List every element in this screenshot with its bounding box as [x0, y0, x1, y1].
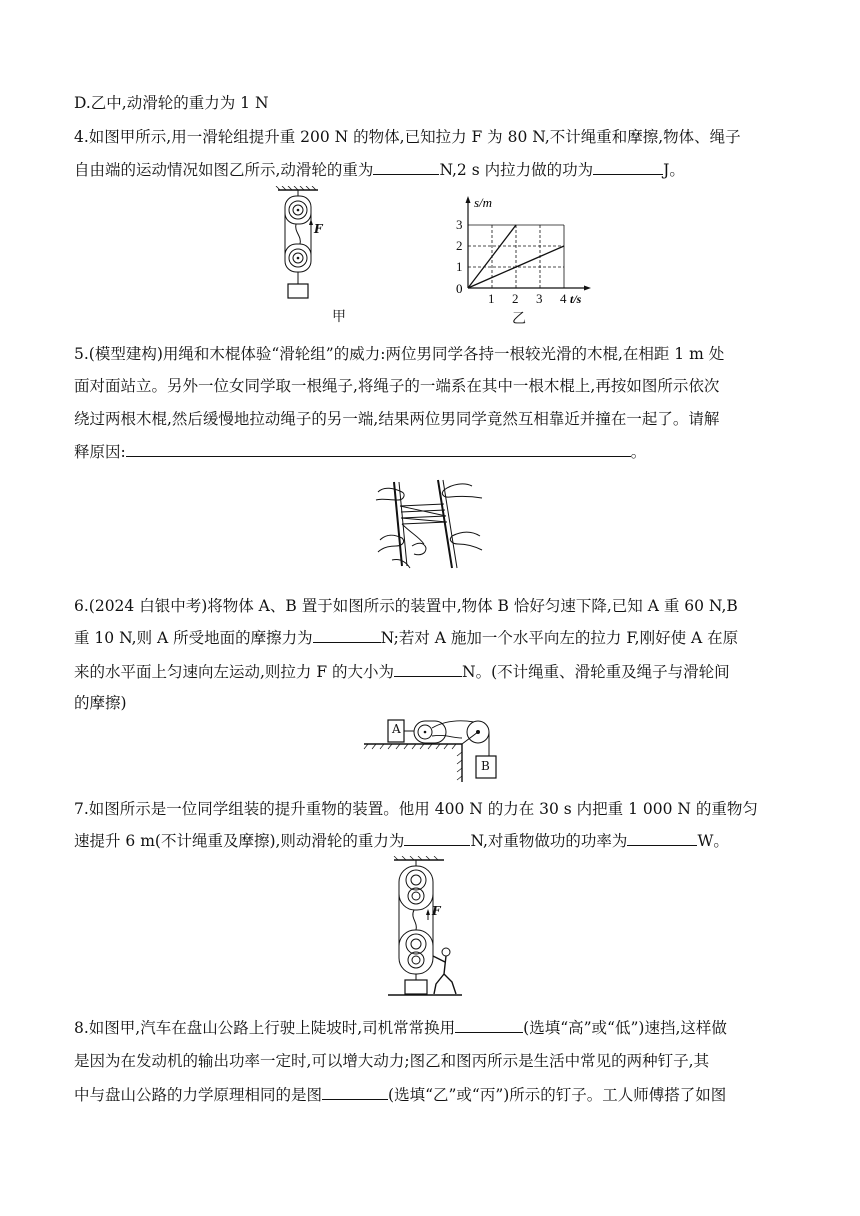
q7-text-part-a: 速提升 6 m(不计绳重及摩擦),则动滑轮的重力为: [74, 832, 405, 850]
x-tick-label: 2: [512, 291, 519, 305]
q7-pulley-figure: [388, 856, 468, 1000]
y-axis-label: s/m: [474, 195, 493, 210]
q7-blank-power[interactable]: [627, 830, 697, 846]
q5-blank-reason[interactable]: [126, 441, 631, 457]
y-axis-arrow: [466, 196, 471, 203]
q5-text-part-a: 释原因:: [74, 443, 126, 461]
q6-blank-force[interactable]: [394, 661, 462, 677]
q6-text-line1: 6.(2024 白银中考)将物体 A、B 置于如图所示的装置中,物体 B 恰好匀速下降,已知 A 重 60 N,B: [74, 597, 738, 615]
q7-text-part-c: W。: [697, 832, 729, 850]
q4-force-label: F: [314, 222, 323, 236]
q6-pulley-figure: [362, 712, 502, 784]
q4-figure-jia-caption: 甲: [332, 309, 346, 325]
q7-force-label: F: [432, 904, 441, 918]
q6-text-line4: 的摩擦): [74, 694, 127, 712]
q4-st-chart: [448, 193, 593, 305]
x-tick-label: 1: [488, 291, 495, 305]
x-axis-arrow: [584, 286, 591, 291]
q4-text-part-c: J。: [663, 161, 685, 179]
q6-text-line3: [74, 661, 730, 683]
x-axis-label: t/s: [570, 292, 582, 305]
q6-label-a: A: [392, 722, 401, 736]
q4-figure-yi-caption: 乙: [512, 311, 526, 327]
y-tick-label: 1: [456, 259, 463, 274]
q8-text-part-b: (选填“高”或“低”)速挡,这样做: [523, 1019, 727, 1037]
q8-blank-gear[interactable]: [455, 1017, 523, 1033]
x-tick-label: 3: [536, 291, 543, 305]
q6-label-b: B: [481, 759, 490, 773]
q4-text-line1: 4.如图甲所示,用一滑轮组提升重 200 N 的物体,已知拉力 F 为 80 N,不计绳重和摩擦,物体、绳子: [74, 128, 741, 146]
q6-text-part-c: 来的水平面上匀速向左运动,则拉力 F 的大小为: [74, 663, 395, 681]
q5-text-line2: 面对面站立。另外一位女同学取一根绳子,将绳子的一端系在其中一根木棍上,再按如图所示依次: [74, 377, 720, 395]
q6-blank-friction[interactable]: [313, 627, 381, 643]
q6-text-part-a: 重 10 N,则 A 所受地面的摩擦力为: [74, 629, 313, 647]
q6-text-line2: [74, 627, 738, 649]
q7-blank-pulley-weight[interactable]: [404, 830, 470, 846]
q7-text-line2: [74, 830, 729, 852]
origin-label: 0: [456, 281, 463, 296]
q8-text-line2: 是因为在发动机的输出功率一定时,可以增大动力;图乙和图丙所示是生活中常见的两种钉子,其: [74, 1052, 710, 1070]
q7-text-line1: 7.如图所示是一位同学组装的提升重物的装置。他用 400 N 的力在 30 s 内把重 1 000 N 的重物匀: [74, 800, 758, 818]
q5-text-part-b: 。: [630, 443, 647, 461]
q6-text-part-d: N。(不计绳重、滑轮重及绳子与滑轮间: [462, 663, 730, 681]
q8-text-line1: [74, 1017, 727, 1039]
q8-text-line3: [74, 1084, 726, 1106]
q4-pulley-figure: [270, 186, 330, 304]
q5-sticks-figure: [372, 478, 488, 570]
q5-text-line4: [74, 441, 646, 463]
q5-text-line1: 5.(模型建构)用绳和木棍体验“滑轮组”的威力:两位男同学各持一根较光滑的木棍,在相距 1 m 处: [74, 345, 725, 363]
q8-text-part-d: (选填“乙”或“丙”)所示的钉子。工人师傅搭了如图: [388, 1086, 727, 1104]
q8-blank-nail[interactable]: [322, 1084, 388, 1100]
q4-text-part-a: 自由端的运动情况如图乙所示,动滑轮的重为: [74, 161, 374, 179]
q4-blank-pulley-weight[interactable]: [373, 159, 439, 175]
q6-text-part-b: N;若对 A 施加一个水平向左的拉力 F,刚好使 A 在原: [380, 629, 739, 647]
y-tick-label: 3: [456, 217, 463, 232]
x-tick-label: 4: [560, 291, 567, 305]
q4-text-part-b: N,2 s 内拉力做的功为: [439, 161, 594, 179]
series-line-1: [468, 225, 516, 288]
q4-blank-work[interactable]: [593, 159, 663, 175]
q3-option-d: D.乙中,动滑轮的重力为 1 N: [74, 94, 269, 112]
q8-text-part-a: 8.如图甲,汽车在盘山公路上行驶上陡坡时,司机常常换用: [74, 1019, 456, 1037]
y-tick-label: 2: [456, 238, 463, 253]
q4-text-line2: [74, 159, 685, 181]
q8-text-part-c: 中与盘山公路的力学原理相同的是图: [74, 1086, 323, 1104]
q7-text-part-b: N,对重物做功的功率为: [470, 832, 628, 850]
q5-text-line3: 绕过两根木棍,然后缓慢地拉动绳子的另一端,结果两位男同学竟然互相靠近并撞在一起了。请解: [74, 410, 720, 428]
